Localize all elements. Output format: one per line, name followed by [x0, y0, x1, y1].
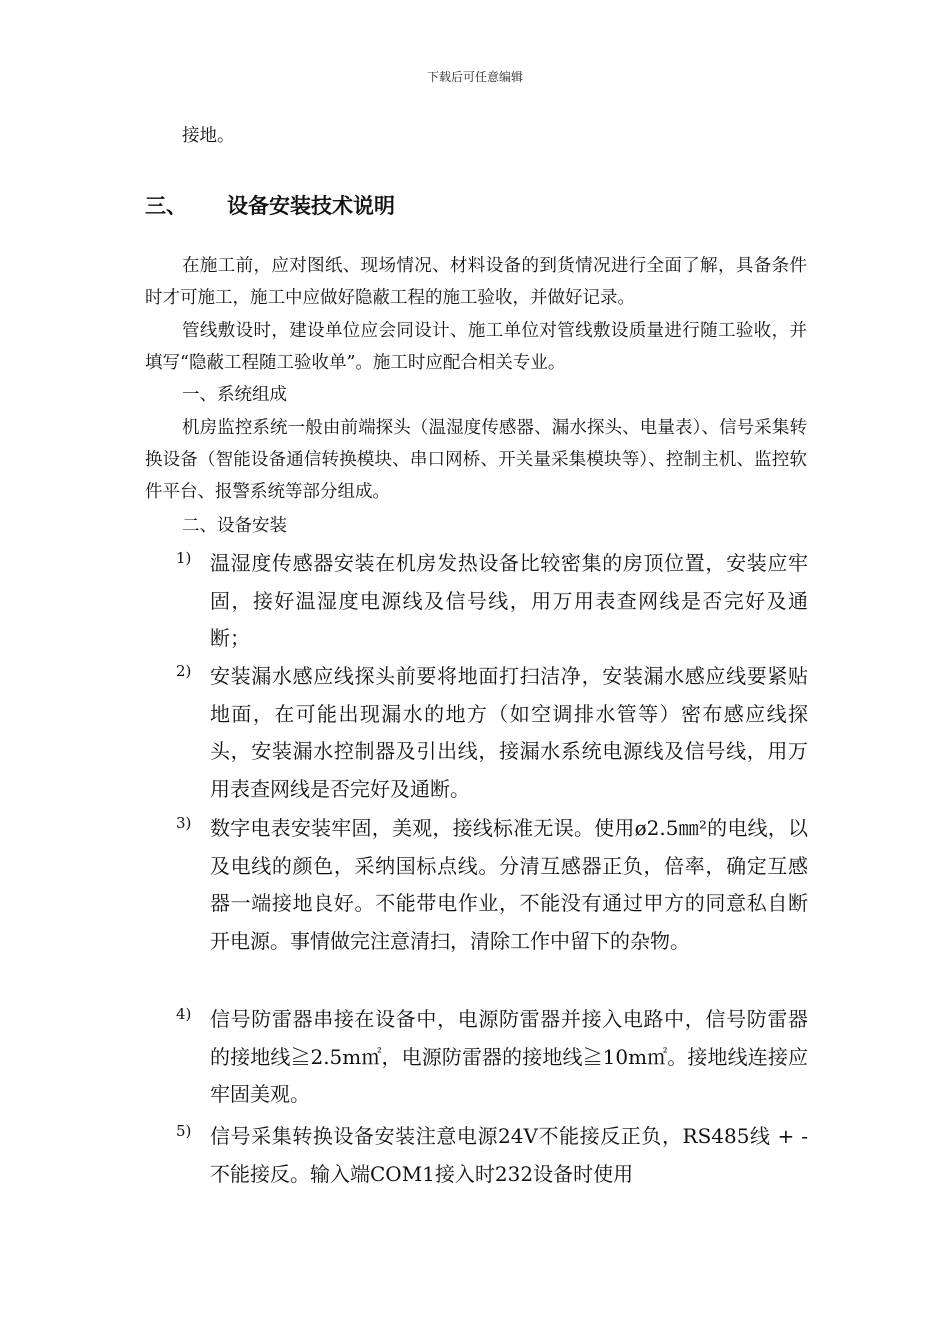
list-item — [176, 1118, 808, 1193]
list-marker: 5) — [176, 1122, 192, 1140]
list-marker: 3) — [176, 814, 192, 832]
list-item-text: 温湿度传感器安装在机房发热设备比较密集的房顶位置，安装应牢固，接好温湿度电源线及信号线，用万用表查网线是否完好及通断； — [210, 551, 808, 650]
list-item — [176, 545, 808, 658]
list-item-text: 安装漏水感应线探头前要将地面打扫洁净，安装漏水感应线要紧贴地面，在可能出现漏水的地方（如空调排水管等）密布感应线探头，安装漏水控制器及引出线，接漏水系统电源线及信号线，用万用表查网线是否完好及通断。 — [210, 664, 808, 801]
list-item — [176, 1001, 808, 1114]
paragraph-pipeline: 管线敷设时，建设单位应会同设计、施工单位对管线敷设质量进行随工验收，并填写“隐蔽工程随工验收单”。施工时应配合相关专业。 — [145, 321, 807, 373]
subsection-title-system: 一、系统组成 — [182, 385, 287, 405]
section-title: 设备安装技术说明 — [227, 194, 395, 218]
section-heading — [145, 190, 395, 220]
list-marker: 2) — [176, 662, 192, 680]
section-number: 三、 — [145, 194, 187, 218]
list-item — [176, 810, 808, 960]
paragraph-preparation: 在施工前，应对图纸、现场情况、材料设备的到货情况进行全面了解，具备条件时才可施工，施工中应做好隐蔽工程的施工验收，并做好记录。 — [145, 256, 807, 308]
continuation-text: 接地。 — [182, 126, 235, 146]
page-header-note: 下载后可任意编辑 — [426, 70, 523, 84]
list-marker: 4) — [176, 1005, 192, 1023]
list-item-text: 信号采集转换设备安装注意电源24V不能接反正负，RS485线 + - 不能接反。输入端COM1接入时232设备时使用 — [210, 1124, 808, 1186]
list-item — [176, 658, 808, 808]
subsection-title-install: 二、设备安装 — [182, 516, 287, 536]
list-marker: 1) — [176, 549, 192, 567]
list-item-text: 数字电表安装牢固，美观，接线标准无误。使用ø2.5㎜²的电线，以及电线的颜色，采纳国标点线。分清互感器正负，倍率，确定互感器一端接地良好。不能带电作业，不能没有通过甲方的同意私自断开电源。事情做完注意清扫，清除工作中留下的杂物。 — [210, 816, 808, 953]
paragraph-system-composition: 机房监控系统一般由前端探头（温湿度传感器、漏水探头、电量表）、信号采集转换设备（智能设备通信转换模块、串口网桥、开关量采集模块等）、控制主机、监控软件平台、报警系统等部分组成。 — [145, 418, 807, 502]
list-item-text: 信号防雷器串接在设备中，电源防雷器并接入电路中，信号防雷器的接地线≧2.5m㎡，电源防雷器的接地线≧10m㎡。接地线连接应牢固美观。 — [210, 1007, 808, 1106]
